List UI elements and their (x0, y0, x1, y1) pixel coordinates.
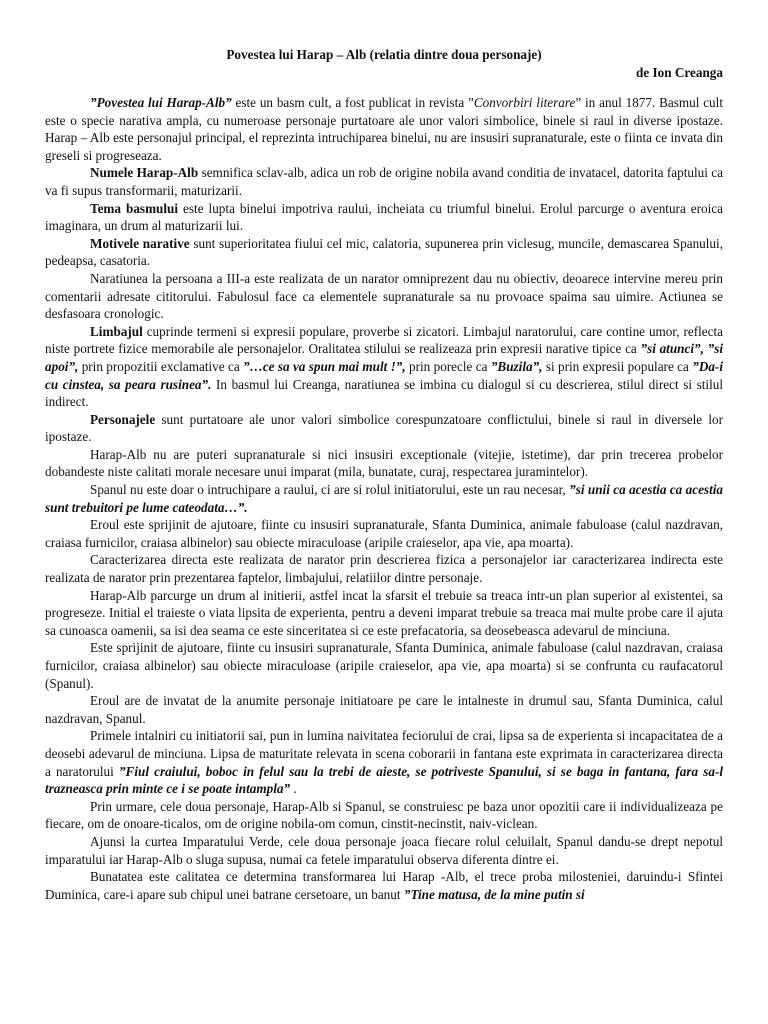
paragraph-text: Harap-Alb nu are puteri supranaturale si nici insusiri exceptionale (vitejie, istetime), dar prin trecerea probelor dobandeste niste calitati morale necesare unui imparat (mila, bunatate, curaj, respectarea juramintelor). (45, 446, 723, 480)
emphasized-text: ”Da-i cu cinstea, sa peara rusinea”. (45, 358, 723, 392)
document-title: Povestea lui Harap – Alb (relatia dintre doua personaje) (226, 47, 542, 62)
paragraph (45, 164, 723, 199)
paragraph (45, 446, 723, 481)
paragraph-text: semnifica sclav-alb, adica un rob de origine nobila avand conditia de invatacel, datorita faptului ca va fi supus transformarii, maturizarii. (45, 165, 724, 198)
paragraph-text: si prin expresii populare ca (542, 358, 693, 374)
paragraph-text: este un basm cult, a fost publicat in revista ” (231, 95, 474, 110)
paragraph-text: prin propozitii exclamative ca (78, 358, 244, 374)
emphasized-text: ”Buzila”, (490, 358, 543, 374)
paragraph-text: Ajunsi la curtea Imparatului Verde, cele doua personaje joaca fiecare rolul celuilalt, Spanul dandu-se drept nepotul imparatului iar Harap-Alb o sluga supusa, numai ca fetele imparatului observa diferenta dintre ei. (45, 833, 723, 867)
paragraph-text: Bunatatea este calitatea ce determina transformarea lui Harap -Alb, el trece proba milosteniei, daruindu-i Sfintei Duminica, care-i apare sub chipul unei batrane cersetoare, un banut (45, 869, 723, 902)
emphasized-text: Personajele (90, 411, 156, 427)
paragraph (45, 727, 723, 797)
paragraph-text: cuprinde termeni si expresii populare, proverbe si zicatori. Limbajul naratorului, care contine umor, reflecta niste portrete fizice memorabile ale personajelor. Oralitatea stilului se realizeaza prin expresii narative tipice ca (45, 323, 723, 357)
emphasized-text: Tema basmului (90, 200, 179, 216)
paragraph-text: In basmul lui Creanga, naratiunea se imbina cu dialogul si cu descrierea, stilul direct si stilul indirect. (45, 376, 723, 410)
paragraph (45, 94, 723, 164)
paragraph-text: prin porecle ca (405, 358, 491, 374)
paragraph-text: Primele intalniri cu initiatorii sai, pun in lumina naivitatea feciorului de crai, lipsa sa de experienta si incapacitatea de a deosebi adevarul de minciuna. Lipsa de maturitate relevata in scena coborarii in fantana este exprimata in caracterizarea directa a naratorului (45, 728, 723, 779)
paragraph-text: Harap-Alb parcurge un drum al initierii, astfel incat la sfarsit el trebuie sa treaca intr-un plan superior al existentei, sa progreseze. Initial el traieste o viata lipsita de experienta, pentru a deveni imparat trebuie sa treaca mai multe probe care il ajuta sa cunoasca oamenii, sa isi dea seama ce este sinceritatea si ce este prefacatoria, sa deosebeasca adevarul de minciuna. (45, 587, 723, 638)
emphasized-text: Motivele narative (90, 235, 190, 251)
emphasized-text: ”…ce sa va spun mai mult !”, (243, 358, 406, 374)
paragraph (45, 833, 723, 868)
emphasized-text: ”Povestea lui Harap-Alb” (90, 95, 232, 110)
paragraph (45, 516, 723, 551)
paragraph (45, 798, 723, 833)
paragraph-text: Eroul este sprijinit de ajutoare, fiinte cu insusiri supranaturale, Sfanta Duminica, animale fabuloase (calul nazdravan, craiasa furnicilor, craiasa albinelor) sau obiecte miraculoase (aripile craieselor, apa vie, apa moarta). (45, 517, 723, 550)
paragraph (45, 411, 723, 446)
paragraph-text: Este sprijinit de ajutoare, fiinte cu insusiri supranaturale, Sfanta Duminica, animale fabuloase (calul nazdravan, craiasa furnicilor, craiasa albinelor) sau obiecte miraculoase (aripile craieselor, apa vie, apa moarta) si se confrunta cu raufacatorul (Spanul). (45, 640, 723, 691)
emphasized-text: Convorbiri literare (473, 95, 576, 110)
emphasized-text: ”si atunci”, ”si apoi”, (45, 341, 723, 374)
document-body (45, 94, 723, 903)
paragraph (45, 639, 723, 692)
paragraph-text: Naratiunea la persoana a III-a este realizata de un narator omniprezent dau nu obiectiv, deoarece intervine mereu prin comentarii adresate cititorului. Fabulosul face ca elementele supranaturale sa nu provoace spaima sau uimire. Actiunea se desfasoara cronologic. (45, 270, 723, 322)
document-author: de Ion Creanga (636, 65, 723, 80)
paragraph-text: ” in anul 1877. Basmul cult este o specie narativa ampla, cu numeroase personaje purtatoare ale unor valori simbolice, binele si raul in diverse ipostaze. Harap – Alb este personajul principal, el reprezinta intruchiparea binelui, nu are insusiri supranaturale, este o fiinta ce invata din greseli si progreseaza. (45, 95, 723, 163)
paragraph (45, 551, 723, 586)
paragraph-text: . (290, 781, 297, 797)
paragraph-text: Spanul nu este doar o intruchipare a raului, ci are si rolul initiatorului, este un rau necesar, (90, 482, 570, 498)
emphasized-text: ”Fiul craiului, boboc in felul sau la trebi de aieste, se potriveste Spanului, si se baga in fantana, fara sa-l trazneasca prin minte ce i se poate intampla” (45, 763, 723, 797)
paragraph (45, 323, 723, 411)
emphasized-text: ”si unii ca acestia ca acestia sunt trebuitori pe lume cateodata…”. (45, 482, 723, 515)
emphasized-text: Limbajul (90, 323, 143, 339)
paragraph-text: Prin urmare, cele doua personaje, Harap-Alb si Spanul, se construiesc pe baza unor opozitii care ii individualizeaza pe fiecare, om de onoare-ticalos, om de origine nobila-om comun, cinstit-necinstit, naiv-viclean. (45, 798, 723, 832)
paragraph (45, 235, 723, 270)
paragraph-text: sunt purtatoare ale unor valori simbolice corespunzatoare conflictului, binele si raul in diversele lor ipostaze. (45, 411, 723, 445)
paragraph (45, 200, 723, 235)
emphasized-text: Numele Harap-Alb (90, 165, 199, 181)
paragraph (45, 481, 723, 516)
paragraph-text: sunt superioritatea fiului cel mic, calatoria, supunerea prin viclesug, muncile, demascarea Spanului, pedeapsa, casatoria. (45, 235, 723, 269)
paragraph (45, 270, 723, 323)
paragraph-text: este lupta binelui impotriva raului, incheiata cu triumful binelui. Erolul parcurge o aventura eroica imaginara, un drum al maturizarii lui. (45, 200, 724, 234)
paragraph-text: Caracterizarea directa este realizata de narator prin descrierea fizica a personajelor iar caracterizarea indirecta este realizata de narator prin prezentarea faptelor, limbajului, relatiilor dintre personaje. (45, 552, 723, 586)
paragraph-text: Eroul are de invatat de la anumite personaje initiatoare pe care le intalneste in drumul sau, Sfanta Duminica, calul nazdravan, Spanul. (45, 693, 723, 726)
paragraph (45, 587, 723, 640)
emphasized-text: ”Tine matusa, de la mine putin si (403, 886, 585, 902)
paragraph (45, 692, 723, 727)
paragraph (45, 868, 723, 903)
